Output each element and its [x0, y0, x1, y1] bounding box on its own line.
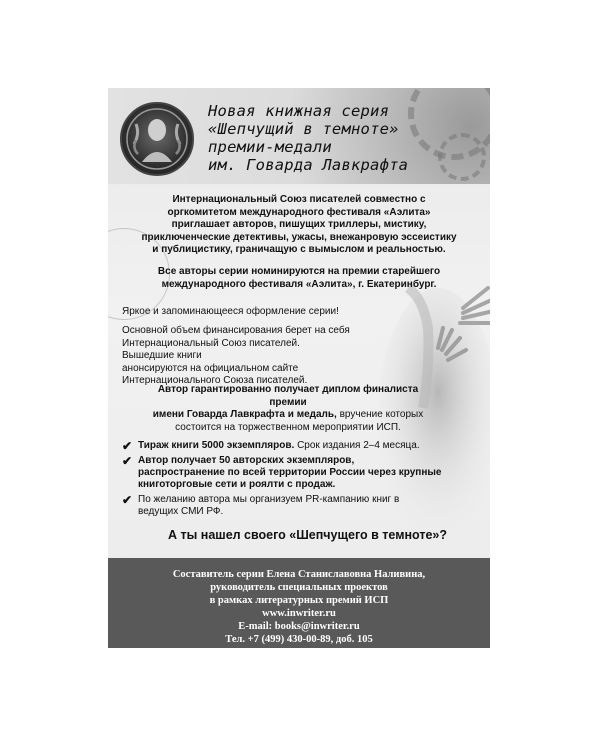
intro-line: и публицистику, граничащую с вымыслом и реальностью.: [152, 244, 446, 255]
guarantee-paragraph: [138, 384, 438, 434]
guarantee-line: Автор гарантированно получает диплом финалиста премии: [157, 384, 419, 408]
intro-line: Интернациональный Союз писателей совместно с: [172, 194, 426, 205]
benefit-bold: Тираж книги 5000 экземпляров.: [138, 440, 295, 451]
financing-line: Интернациональный Союз писателей. Вышедшие книги: [122, 337, 300, 361]
benefit-text: Срок издания 2–4 месяца.: [294, 440, 420, 451]
series-title: [208, 102, 488, 174]
financing-line: Интернационального Союза писателей.: [122, 375, 308, 386]
nomination-paragraph: [122, 266, 476, 291]
email-link[interactable]: E-mail: books@inwriter.ru: [238, 621, 360, 632]
question-heading: А ты нашел своего «Шепчущего в темноте»?: [168, 528, 447, 542]
benefit-bold: Автор получает 50 авторских экземпляров, распространение по всей территории России через крупные книготорговые сети и роялти с продаж.: [138, 455, 442, 490]
financing-line: анонсируются на официальном сайте: [122, 362, 299, 374]
title-line: «Шепчущий в темноте»: [208, 120, 399, 138]
title-line: Новая книжная серия: [208, 102, 390, 120]
intro-line: оргкомитетом международного фестиваля «Аэлита»: [167, 206, 431, 218]
footer-line: Составитель серии Елена Станиславовна Наливина,: [172, 569, 426, 580]
intro-line: приглашает авторов, пишущих триллеры, мистику,: [171, 219, 427, 230]
guarantee-line: состоится на торжественном мероприятии ИСП.: [175, 421, 401, 433]
nomination-line: международного фестиваля «Аэлита», г. Екатеринбург.: [161, 278, 437, 290]
checkmark-icon: ✔: [122, 493, 133, 507]
benefit-text: По желанию автора мы организуем PR-кампанию книг в ведущих СМИ РФ.: [138, 494, 400, 517]
list-item: [122, 440, 442, 452]
header-banner: [108, 88, 490, 184]
checkmark-icon: ✔: [122, 454, 133, 468]
phone-line: Тел. +7 (499) 430-00-89, доб. 105: [225, 634, 373, 645]
guarantee-tail: вручение которых: [336, 409, 424, 420]
nomination-line: Все авторы серии номинируются на премии старейшего: [157, 266, 441, 277]
flyer: [108, 88, 490, 648]
lovecraft-medal-icon: [120, 102, 194, 176]
benefits-list: [122, 440, 442, 521]
footer-line: руководитель специальных проектов: [210, 582, 388, 593]
list-item: [122, 494, 442, 518]
financing-line: Основной объем финансирования берет на себя: [122, 325, 350, 336]
financing-paragraph: [122, 325, 352, 388]
intro-line: приключенческие детективы, ужасы, внежанровую эссеистику: [141, 231, 457, 243]
title-line: премии-медали: [208, 138, 332, 156]
website-link[interactable]: www.inwriter.ru: [262, 608, 336, 619]
design-note: Яркое и запоминающееся оформление серии!: [122, 306, 339, 317]
checkmark-icon: ✔: [122, 439, 133, 453]
contact-footer: [108, 558, 490, 648]
footer-line: в рамках литературных премий ИСП: [209, 595, 389, 606]
guarantee-line: имени Говарда Лавкрафта и медаль,: [152, 409, 337, 420]
list-item: [122, 455, 442, 491]
title-line: им. Говарда Лавкрафта: [208, 156, 409, 174]
intro-paragraph: [122, 194, 476, 257]
